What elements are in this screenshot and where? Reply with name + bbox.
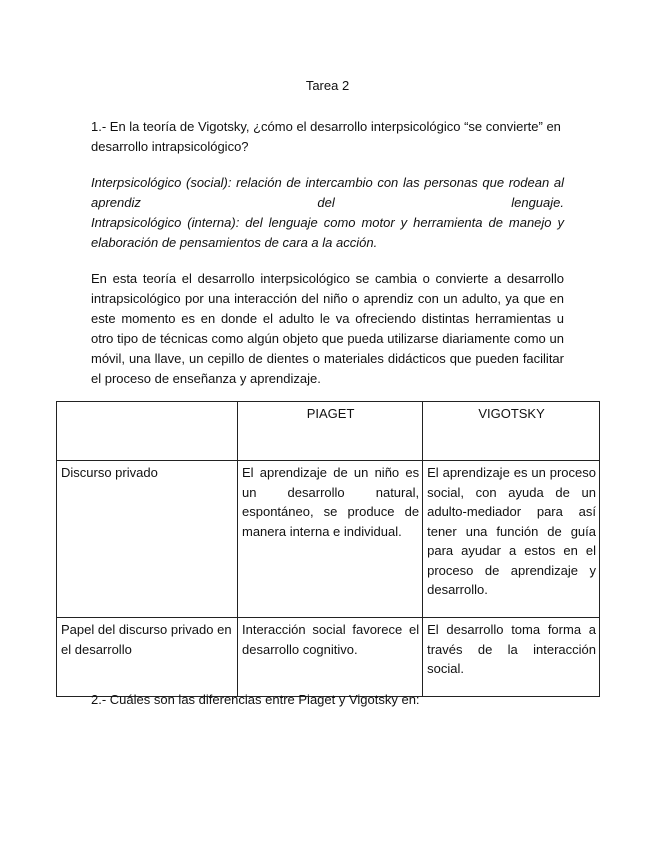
table-header-piaget: PIAGET <box>238 402 423 461</box>
row-label: Papel del discurso privado en el desarrollo <box>57 618 238 697</box>
table-row <box>57 461 600 618</box>
cell-piaget: El aprendizaje de un niño es un desarrollo natural, espontáneo, se produce de manera interna e individual. <box>238 461 423 618</box>
row-label: Discurso privado <box>57 461 238 618</box>
cell-vigotsky: El aprendizaje es un proceso social, con ayuda de un adulto-mediador para así tener una función de guía para ayudar a estos en el proceso de aprendizaje y desarrollo. <box>423 461 600 618</box>
definition-intrapsicologico: Intrapsicológico (interna): del lenguaje como motor y herramienta de manejo y elaboración de pensamientos de cara a la acción. <box>91 215 564 250</box>
table-header-row <box>57 402 600 461</box>
cell-piaget: Interacción social favorece el desarrollo cognitivo. <box>238 618 423 697</box>
table-row <box>57 618 600 697</box>
answer-paragraph: En esta teoría el desarrollo interpsicológico se cambia o convierte a desarrollo intrapsicológico por una interacción del niño o aprendiz con un adulto, ya que en este momento es en donde el adulto le va ofreciendo distintas herramientas u otro tipo de técnicas como algún objeto que pueda utilizarse diariamente como un móvil, una llave, un cepillo de dientes o materiales didácticos que pueden facilitar el proceso de enseñanza y aprendizaje. <box>91 271 564 386</box>
question-1: 1.- En la teoría de Vigotsky, ¿cómo el desarrollo interpsicológico “se convierte” en desarrollo intrapsicológico? <box>91 119 561 154</box>
comparison-table <box>56 401 600 697</box>
table-header-vigotsky: VIGOTSKY <box>423 402 600 461</box>
question-2: 2.- Cuáles son las diferencias entre Piaget y Vigotsky en: <box>91 692 420 707</box>
cell-vigotsky: El desarrollo toma forma a través de la interacción social. <box>423 618 600 697</box>
definition-interpsicologico: Interpsicológico (social): relación de intercambio con las personas que rodean al aprendiz del lenguaje. <box>91 175 564 210</box>
table-header-empty <box>57 402 238 461</box>
document-title: Tarea 2 <box>305 78 350 93</box>
definitions-block <box>91 173 564 253</box>
